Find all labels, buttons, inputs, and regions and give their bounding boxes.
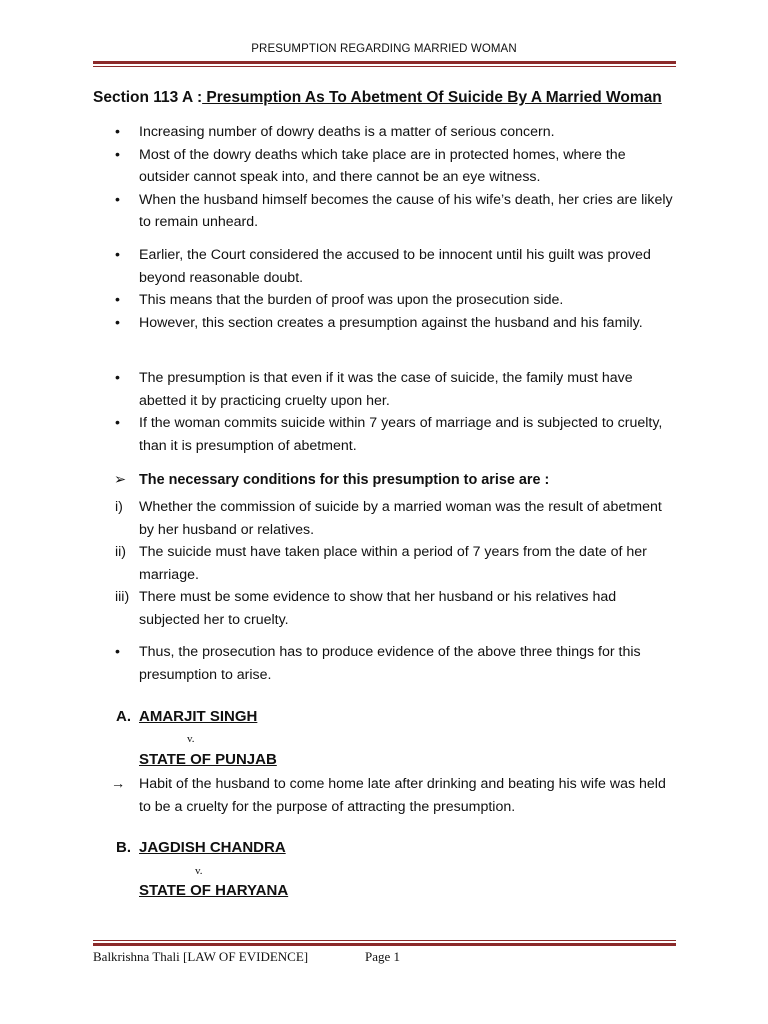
case-note: → Habit of the husband to come home late after drinking and beating his wife was held to be a cruelty for the purpose of attracting the presumption. bbox=[0, 773, 768, 818]
bullet-icon: • bbox=[115, 146, 120, 163]
bullet-icon: • bbox=[115, 370, 120, 386]
list-item: • Most of the dowry deaths which take place are in protected homes, where the outsider cannot speak into, and there cannot be an eye witness. bbox=[0, 144, 768, 189]
versus-label: v. bbox=[195, 865, 203, 877]
versus-label: v. bbox=[187, 733, 195, 745]
right-arrow-icon: → bbox=[111, 776, 126, 792]
list-number: i) bbox=[115, 499, 123, 515]
list-item: • When the husband himself becomes the cause of his wife’s death, her cries are likely to remain unheard. bbox=[0, 189, 768, 234]
bullet-icon: • bbox=[115, 292, 120, 308]
list-item: iii) There must be some evidence to show that her husband or his relatives had subjected her to cruelty. bbox=[0, 586, 768, 631]
footer-rule-thin bbox=[93, 940, 676, 941]
header-rule-thick bbox=[93, 61, 676, 64]
list-item: • Thus, the prosecution has to produce evidence of the above three things for this presumption to arise. bbox=[0, 641, 768, 686]
conditions-heading: ➢ The necessary conditions for this presumption to arise are : bbox=[0, 469, 768, 491]
bullet-icon: • bbox=[115, 644, 120, 660]
bullet-icon: • bbox=[115, 314, 120, 331]
bullet-icon: • bbox=[115, 247, 120, 263]
header-rule-thin bbox=[93, 66, 676, 67]
case-party-2: STATE OF PUNJAB bbox=[139, 751, 277, 768]
list-item: i) Whether the commission of suicide by a married woman was the result of abetment by her husband or relatives. bbox=[0, 496, 768, 541]
conditions-list bbox=[0, 496, 768, 631]
page-number: Page 1 bbox=[365, 949, 401, 964]
list-number: iii) bbox=[115, 589, 130, 605]
list-item: • The presumption is that even if it was the case of suicide, the family must have abetted it by practicing cruelty upon her. bbox=[0, 367, 768, 412]
list-item: • If the woman commits suicide within 7 years of marriage and is subjected to cruelty, than it is presumption of abetment. bbox=[0, 412, 768, 457]
bullet-icon: • bbox=[115, 415, 120, 431]
arrowhead-icon: ➢ bbox=[114, 472, 127, 488]
case-letter: B. bbox=[116, 839, 131, 856]
section-heading bbox=[93, 89, 693, 107]
running-header: PRESUMPTION REGARDING MARRIED WOMAN bbox=[251, 43, 517, 55]
list-item: • Earlier, the Court considered the accused to be innocent until his guilt was proved beyond reasonable doubt. bbox=[0, 244, 768, 289]
bullet-icon: • bbox=[115, 191, 120, 208]
footer-author: Balkrishna Thali [LAW OF EVIDENCE] bbox=[93, 949, 309, 964]
case-party-1: JAGDISH CHANDRA bbox=[139, 839, 286, 856]
list-item: ii) The suicide must have taken place within a period of 7 years from the date of her marriage. bbox=[0, 541, 768, 586]
case-party-2: STATE OF HARYANA bbox=[139, 882, 289, 899]
list-item: • However, this section creates a presumption against the husband and his family. bbox=[0, 312, 768, 335]
bullet-list-4 bbox=[0, 641, 768, 686]
bullet-icon: • bbox=[115, 124, 120, 140]
section-title: Presumption As To Abetment Of Suicide By A Married Woman bbox=[202, 89, 662, 106]
list-item: • This means that the burden of proof was upon the prosecution side. bbox=[0, 289, 768, 312]
list-item: • Increasing number of dowry deaths is a matter of serious concern. bbox=[0, 121, 768, 144]
case-letter: A. bbox=[116, 708, 131, 725]
case-party-1: AMARJIT SINGH bbox=[139, 708, 258, 725]
section-number: Section 113 A : bbox=[93, 89, 203, 106]
list-number: ii) bbox=[115, 544, 127, 560]
bullet-list-1 bbox=[0, 121, 768, 234]
footer-rule-thick bbox=[93, 943, 676, 946]
bullet-list-2 bbox=[0, 244, 768, 334]
bullet-list-3 bbox=[0, 367, 768, 457]
conditions-heading-block bbox=[0, 469, 768, 491]
